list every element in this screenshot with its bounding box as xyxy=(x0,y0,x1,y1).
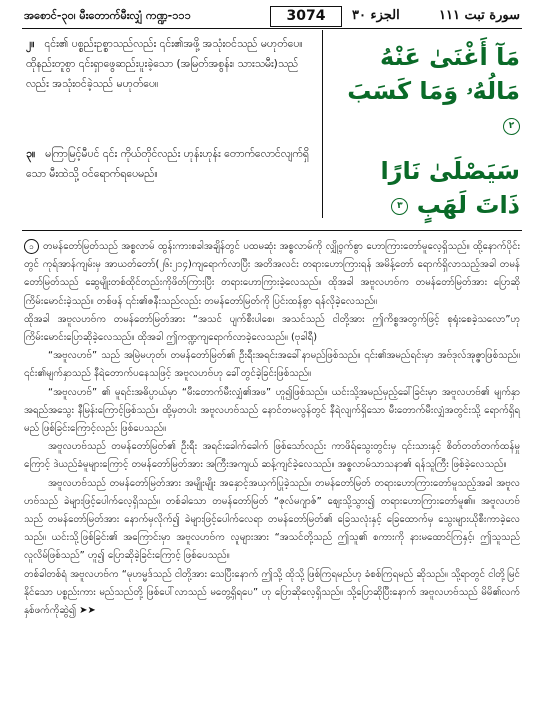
arabic-verse xyxy=(328,40,520,142)
header-chapter-info: အစောင်-၃၀၊ မီးတောက်မီးလျှံ ကဏ္ဍ-၁၁၁ xyxy=(24,9,191,22)
footnote-text: တမန်တော်မြတ်သည် အစ္စလာမ် ထွန်းကားစခါအချိန်တွင် ပထမဆုံး အစ္စလာမ်ကို လျှို့ဝှက်စွာ ဟောကြားတော်မူလေ့ရှိသည်။ ထို့နောက်ပိုင်းတွင် ကုရ်အာန်ကျမ်းမှ အာယတ်တော်(၂၆း၂၁၄)ကျရောက်လာပြီး အတိအလင်း တရားဟောကြားရန် အမိန့်တော် ရောက်ရှိလာသည့်အခါ တမန်တော်မြတ်သည် ဆွေမျိုးတစ်ထိုင်တည်းကိုဖိတ်ကြားပြီး တရားဟောကြားခဲ့လေသည်။ ထိုအခါ အဗူလဟဗ်က တမန်တော်မြတ်အား ပြောဆိုကြိမ်းမောင်းခဲ့သည်။ တစ်ဖန် ၎င်း၏ဇနီးသည်လည်း တမန်တော်မြတ်ကို ပြင်းထန်စွာ ရန်လိုခဲ့လေသည်။ xyxy=(24,241,520,307)
footnote-separator xyxy=(22,230,522,231)
footnote-paragraph xyxy=(24,438,520,474)
verse-translation xyxy=(26,144,314,184)
footnote-paragraph xyxy=(24,384,520,439)
arabic-text: مَآ أَغْنَىٰ عَنْهُ مَالُهُۥ وَمَا كَسَبَ xyxy=(347,43,520,105)
verse-number: ၃။ xyxy=(26,148,36,160)
translation-text: ၎င်း၏ ပစ္စည်းဥစ္စာသည်လည်း ၎င်း၏အဖို့ အသုံးဝင်သည် မဟုတ်ပေ။ ထိုနည်းတူစွာ ၎င်းရှာဖွေဆည်းပူးခဲ့သော (အမြတ်အစွန်း၊ သားသမီး)သည်လည်း အသုံးဝင်ခဲ့သည် မဟုတ်ပေ။ xyxy=(26,38,303,90)
arabic-text: سَيَصْلَىٰ نَارًا ذَاتَ لَهَبٍ xyxy=(380,157,520,219)
verse-end-marker: ٣ xyxy=(391,198,408,215)
footnote-text: “အဗူလဟဗ်” သည် အမြဲမဟုတ်၊ တမန်တော်မြတ်၏ ဦးရီးအရင်းအခေါ်နာမည်ဖြစ်သည်။ ၎င်း၏အမည်ရင်းမှာ အဗ်ဒုလ်အုဇ္ဇာဖြစ်သည်။ ၎င်း၏မျက်နှာသည် နီရဲတောက်ပနေသဖြင့် အဗူလဟဗ်ဟု ခေါ်တွင်ခဲ့ခြင်းဖြစ်သည်။ xyxy=(24,350,520,380)
verse-end-marker: ٢ xyxy=(503,118,520,135)
verse-translation xyxy=(26,34,314,94)
footnote-paragraph xyxy=(24,566,520,621)
footnote-paragraph xyxy=(24,238,520,311)
footnote-marker: ၁ xyxy=(24,239,39,254)
translation-text: မကြာမြင့်မီပင် ၎င်း ကိုယ်တိုင်လည်း ဟုန်းဟုန်း တောက်လောင်လျက်ရှိသော မီးထဲသို့ ဝင်ရောက်ရပေမည်။ xyxy=(26,148,309,180)
arabic-verse xyxy=(328,154,520,222)
page-header xyxy=(22,6,522,29)
header-juz: الجزء ٣٠ xyxy=(352,8,400,23)
footnote-text: “အဗူလဟဗ်” ၏ မူရင်းအဓိပ္ပာယ်မှာ “မီးတောက်မီးလျှံ၏အဖ” ဟူ၍ဖြစ်သည်။ ယင်းသို့အမည်မှည့်ခေါ်ခြင်းမှာ အဗူလဟဗ်၏ မျက်နှာအရည်အသွေး နီမြန်းကြောင့်ဖြစ်သည်။ ထို့မှတပါး အဗူလဟဗ်သည် နောင်တမလွန်တွင် နီရဲလျက်ရှိသော မီးတောက်မီးလျှံအတွင်းသို့ ရောက်ရှိရမည် ဖြစ်ခြင်းကြောင့်လည်း ဖြစ်ပေသည်။ xyxy=(24,386,520,435)
verse-number: ၂။ xyxy=(26,38,35,50)
footnote-text: အဗူလဟဗ်သည် တမန်တော်မြတ်အား အမျိုးမျိုး အနှောင့်အယှက်ပြုခဲ့သည်။ တမန်တော်မြတ် တရားဟောကြားတော်မူသည့်အခါ အဗူလဟဗ်သည် ခဲများဖြင့်ပေါက်လေ့ရှိသည်။ တစ်ခါသော တမန်တော်မြတ် “ဇုလ်မဂျာဇ်” ဈေးသို့သွား၍ တရားဟောကြားတော်မူ၏။ အဗူလဟဗ်သည် တမန်တော်မြတ်အား နောက်မှလိုက်၍ ခဲများဖြင့်ပေါက်လေရာ တမန်တော်မြတ်၏ ခြေသလုံးနှင့် ခြေထောက်မှ သွေးများယိုစီးကာခဲ့လေသည်။ ယင်းသို့ဖြစ်ခြင်း၏ အကြောင်းမှာ အဗူလဟဗ်က လူများအား “အသင်တို့သည် ဤသူ၏ စကားကို နားမထောင်ကြနှင့်၊ ဤသူသည် လူလိမ်ဖြစ်သည်” ဟူ၍ ပြောဆိုခဲ့ခြင်းကြောင့် ဖြစ်ပေသည်။ xyxy=(24,477,520,562)
footnote-text: အဗူလဟဗ်သည် တမန်တော်မြတ်၏ ဦးရီး အရင်းခေါက်ခေါက် ဖြစ်သော်လည်း ကာဖိရ်သွေးတွင်းမှ ၎င်းသားနှင့် စိတ်တတ်တက်ထန်မှုကြောင့် ဒဲယည်ခံမူများကြောင့် တမန်တော်မြတ်အား အကြီးအကျယ် ဆန့်ကျင်ခဲ့လေသည်။ အစ္စလာမ်သာသနာ၏ ရန်သူကြီး ဖြစ်ခဲ့လေသည်။ xyxy=(24,441,520,471)
column-divider xyxy=(322,30,323,218)
footnote-text: ထိုအခါ အဗူလဟဗ်က တမန်တော်မြတ်အား “အသင် ပျက်စီးပါစေ၊ အသင်သည် ငါတို့အား ဤကိစ္စအတွက်ဖြင့် စုရုံးစေခဲ့သလော”ဟု ကြိမ်းမောင်းပြောဆိုခဲ့လေသည်။ ထိုအခါ ဤကဏ္ဍကျရောက်လာခဲ့လေသည်။ (ဗုခါရီ) xyxy=(24,313,520,344)
footnote-paragraph xyxy=(24,311,520,347)
footnote-text: တစ်ခါတစ်ရံ အဗူလဟဗ်က “မုဟမ္မဒ်သည် ငါတို့အား သေပြီးနောက် ဤသို့ ထိုသို့ ဖြစ်ကြရမည်ဟု ခံစစ်ကြရမည် ဆိုသည်။ သို့ရာတွင် ငါတို့မြင်နိုင်သော ပစ္စည်းကား မည်သည်တို့ ဖြစ်ပေါ်လာသည် မတွေ့ရှိရပေ” ဟု ပြောဆိုလေ့ရှိသည်။ သို့ပြောဆိုပြီးနောက် အဗူလဟဗ်သည် မိမိ၏လက်နှစ်ဖက်ကိုဆွဲ၍ ➤➤ xyxy=(24,568,520,617)
footnotes xyxy=(24,238,520,620)
verse-block xyxy=(22,30,522,218)
footnote-paragraph xyxy=(24,475,520,566)
header-sura: سورة تبت ١١١ xyxy=(438,8,520,23)
footnote-paragraph xyxy=(24,347,520,383)
page-number: 3074 xyxy=(270,6,342,27)
